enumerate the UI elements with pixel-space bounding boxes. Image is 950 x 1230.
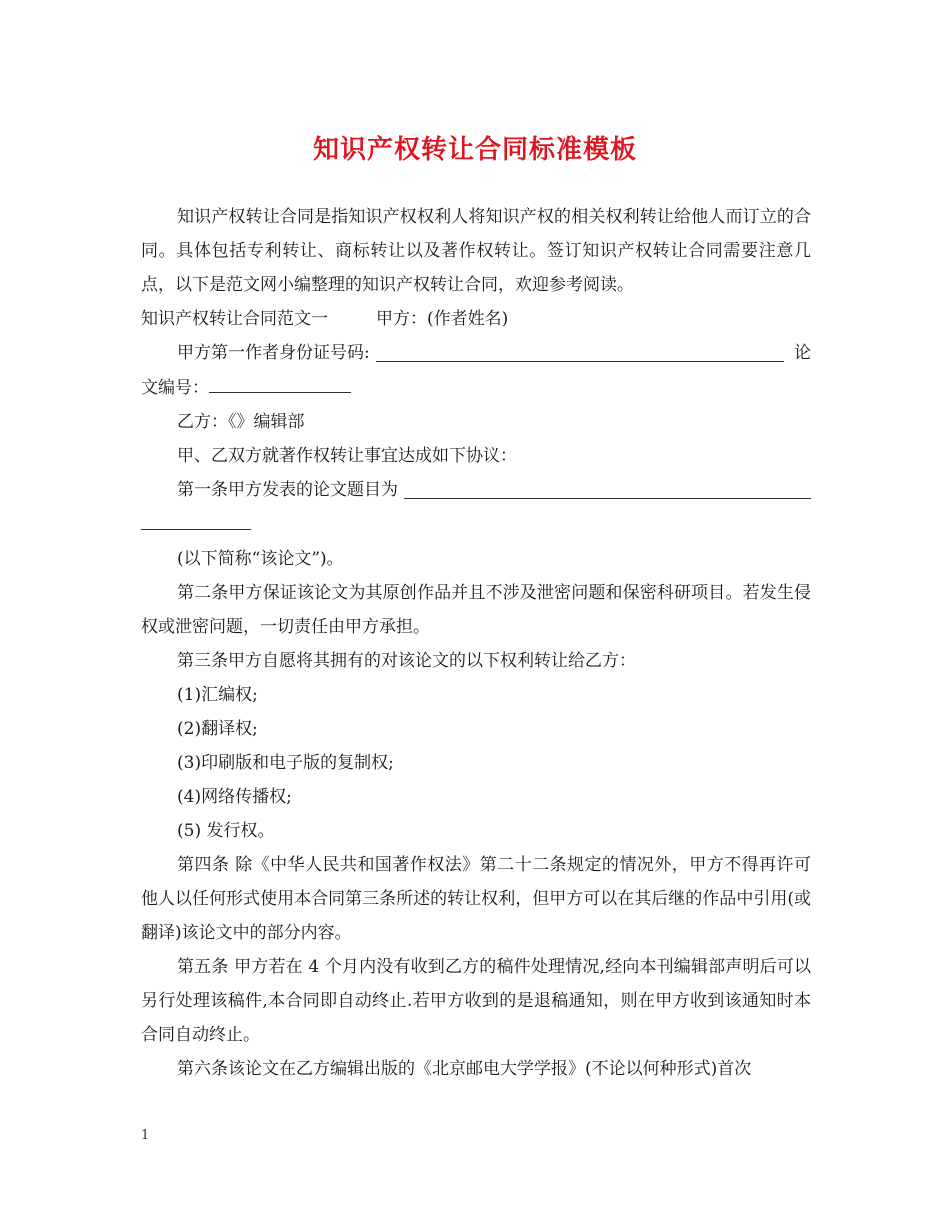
article-6: 第六条该论文在乙方编辑出版的《北京邮电大学学报》(不论以何种形式)首次 <box>177 1059 752 1079</box>
right-item: (2)翻译权; <box>177 719 258 739</box>
right-item: (5) 发行权。 <box>177 821 275 841</box>
page-number: 1 <box>141 1128 150 1143</box>
party-a: 甲方：(作者姓名) <box>376 309 509 329</box>
article-1-note: (以下简称“该论文”)。 <box>177 549 344 569</box>
document-title: 知识产权转让合同标准模板 <box>312 135 637 165</box>
id-number-row <box>141 336 811 370</box>
sample-heading: 知识产权转让合同范文一 <box>141 309 328 329</box>
article-3: 第三条甲方自愿将其拥有的对该论文的以下权利转让给乙方： <box>177 651 636 671</box>
article-5: 第五条 甲方若在 4 个月内没有收到乙方的稿件处理情况,经向本刊编辑部声明后可以另行处理该稿件,本合同即自动终止.若甲方收到的是退稿通知，则在甲方收到该通知时本合同自动终止。 <box>141 957 811 1045</box>
paper-title-blank-continued <box>141 507 251 530</box>
article-4: 第四条 除《中华人民共和国著作权法》第二十二条规定的情况外，甲方不得再许可他人以任何形式使用本合同第三条所述的转让权利，但甲方可以在其后继的作品中引用(或翻译)该论文中的部分内容。 <box>141 855 811 943</box>
paper-number-blank <box>209 370 351 393</box>
article-2: 第二条甲方保证该论文为其原创作品并且不涉及泄密问题和保密科研项目。若发生侵权或泄密问题，一切责任由甲方承担。 <box>141 583 811 637</box>
agreement-line: 甲、乙双方就著作权转让事宜达成如下协议： <box>177 446 517 466</box>
article-1-row <box>141 473 811 507</box>
sample-heading-line <box>141 302 811 336</box>
paper-number-row <box>141 370 811 405</box>
right-item: (1)汇编权; <box>177 685 258 705</box>
right-item: (3)印刷版和电子版的复制权; <box>177 753 394 773</box>
paper-number-label-start: 论 <box>794 343 811 363</box>
party-b: 乙方：《》编辑部 <box>177 412 305 432</box>
paper-title-blank <box>404 476 811 499</box>
id-number-label: 甲方第一作者身份证号码: <box>177 343 370 363</box>
id-number-blank <box>376 339 784 362</box>
right-item: (4)网络传播权; <box>177 787 292 807</box>
paper-number-label: 文编号： <box>141 378 209 398</box>
intro-paragraph: 知识产权转让合同是指知识产权权利人将知识产权的相关权利转让给他人而订立的合同。具体包括专利转让、商标转让以及著作权转让。签订知识产权转让合同需要注意几点，以下是范文网小编整理的知识产权转让合同，欢迎参考阅读。 <box>141 207 811 295</box>
paper-title-blank-continued-row <box>141 507 811 542</box>
document-body <box>141 200 811 1086</box>
article-1: 第一条甲方发表的论文题目为 <box>177 480 398 500</box>
